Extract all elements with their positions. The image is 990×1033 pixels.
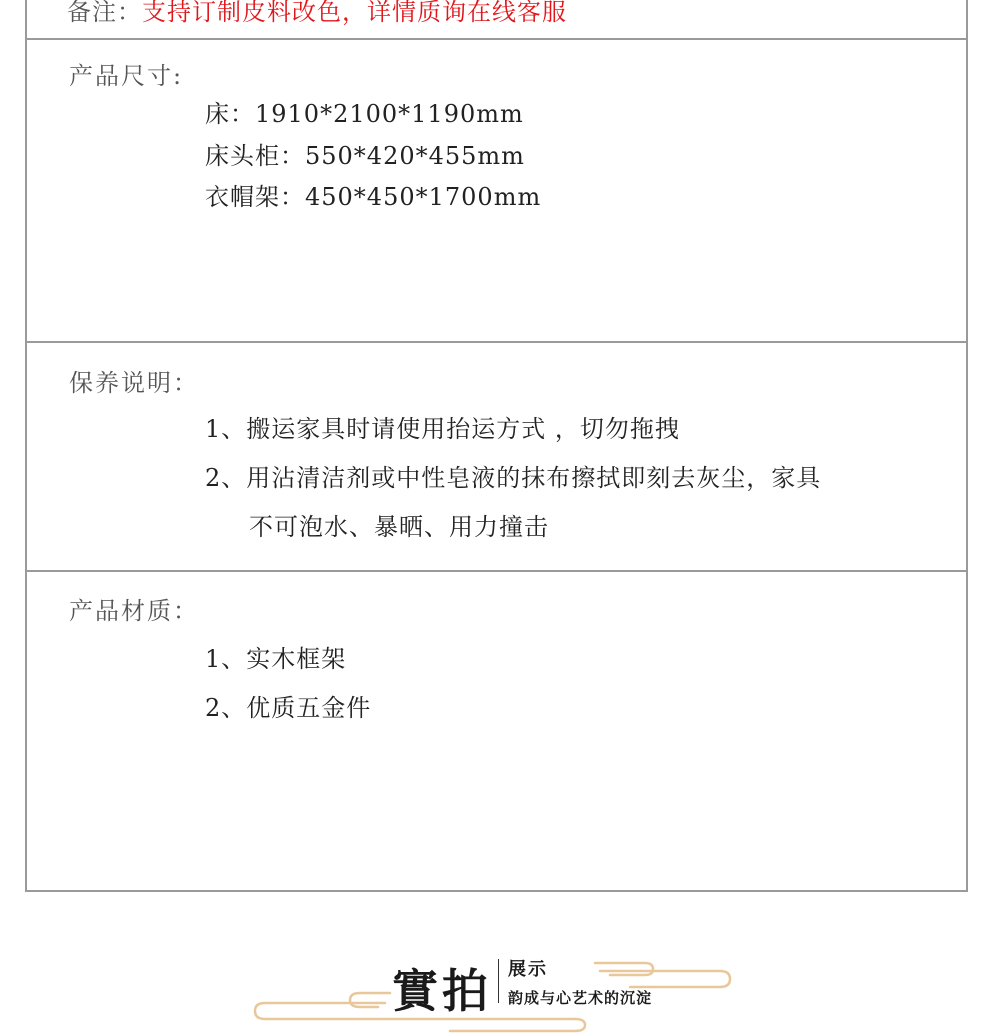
size-item-label: 床头柜： bbox=[205, 142, 305, 170]
size-section bbox=[27, 38, 966, 341]
care-title: 保养说明： bbox=[69, 369, 199, 397]
material-item: 2、优质五金件 bbox=[205, 694, 372, 722]
note-text: 支持订制皮料改色，详情质询在线客服 bbox=[142, 0, 567, 26]
size-title: 产品尺寸: bbox=[69, 62, 184, 90]
material-section bbox=[27, 570, 966, 890]
brand-title: 實拍 bbox=[392, 964, 492, 1018]
note-label: 备注： bbox=[67, 0, 142, 26]
size-item-label: 衣帽架： bbox=[205, 183, 305, 211]
photo-showcase-emblem bbox=[250, 945, 740, 1033]
care-item-continuation: 不可泡水、暴晒、用力撞击 bbox=[249, 513, 549, 541]
note-row bbox=[67, 0, 567, 27]
size-item-nightstand bbox=[205, 136, 525, 171]
cloud-ornament-icon bbox=[250, 945, 740, 1033]
size-item-value: 450*450*1700mm bbox=[305, 183, 542, 211]
care-item: 1、搬运家具时请使用抬运方式 ，切勿拖拽 bbox=[205, 415, 680, 443]
note-section bbox=[27, 0, 966, 40]
size-item-label: 床： bbox=[205, 100, 255, 128]
care-section bbox=[27, 341, 966, 570]
size-item-coat-rack bbox=[205, 177, 541, 212]
emblem-divider bbox=[498, 959, 499, 1003]
brand-slogan: 韵成与心艺术的沉淀 bbox=[508, 989, 653, 1007]
material-item: 1、实木框架 bbox=[205, 645, 347, 673]
size-item-value: 1910*2100*1190mm bbox=[255, 100, 524, 128]
brand-subtitle: 展示 bbox=[508, 959, 548, 980]
size-item-value: 550*420*455mm bbox=[305, 142, 525, 170]
material-title: 产品材质： bbox=[69, 597, 199, 625]
size-item-bed bbox=[205, 94, 524, 129]
spec-table bbox=[25, 0, 968, 892]
care-item: 2、用沾清洁剂或中性皂液的抹布擦拭即刻去灰尘，家具 bbox=[205, 464, 822, 492]
